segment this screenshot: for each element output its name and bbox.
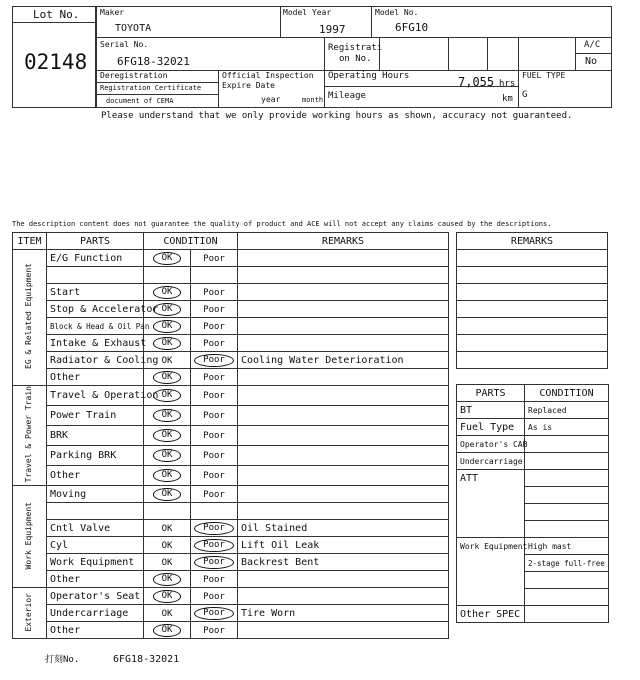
side-remarks-row — [457, 352, 608, 369]
remarks-cell — [238, 446, 449, 466]
right-parts-header: PARTS — [457, 385, 525, 402]
poor-cell — [191, 250, 238, 267]
operating-hours-label: Operating Hours — [328, 71, 410, 81]
table-row — [13, 503, 449, 520]
table-row — [457, 419, 609, 436]
remarks-cell — [238, 486, 449, 503]
ok-selected-mark: OK — [153, 449, 182, 462]
work-equipment-value: 2-stage full-free — [525, 555, 609, 572]
poor-option: Poor — [203, 321, 225, 332]
ok-cell — [144, 426, 191, 446]
poor-cell — [191, 446, 238, 466]
part-cell: Moving — [47, 486, 144, 503]
table-row — [13, 284, 449, 301]
part-cell: Undercarriage — [47, 605, 144, 622]
remarks-cell — [238, 301, 449, 318]
remarks-cell — [238, 250, 449, 267]
part-cell: Undercarriage — [457, 453, 525, 470]
condition-cell: As is — [525, 419, 609, 436]
km-label: km — [502, 94, 513, 104]
part-cell: Other — [47, 466, 144, 486]
year-label: year — [261, 95, 281, 104]
part-cell: BT — [457, 402, 525, 419]
poor-option: Poor — [203, 431, 225, 442]
part-cell: Other — [47, 622, 144, 639]
ok-cell — [144, 503, 191, 520]
ok-selected-mark: OK — [153, 469, 182, 482]
ok-selected-mark: OK — [153, 429, 182, 442]
table-row — [13, 520, 449, 537]
poor-cell — [191, 426, 238, 446]
poor-cell — [191, 406, 238, 426]
part-cell: Radiator & Cooling — [47, 352, 144, 369]
remarks-cell — [238, 466, 449, 486]
part-cell: Parking BRK — [47, 446, 144, 466]
part-cell — [47, 503, 144, 520]
model-year-value: 1997 — [319, 23, 346, 36]
mileage-label: Mileage — [328, 91, 366, 101]
group-label-text: Exterior — [24, 592, 34, 632]
table-header-row — [13, 233, 449, 250]
remarks-cell — [238, 426, 449, 446]
part-cell: Power Train — [47, 406, 144, 426]
ok-option: OK — [161, 608, 173, 619]
ok-selected-mark: OK — [153, 337, 182, 350]
deregistration-label: Deregistration — [100, 71, 168, 80]
poor-selected-mark: Poor — [194, 539, 234, 552]
poor-cell — [191, 335, 238, 352]
ok-cell — [144, 267, 191, 284]
ok-cell — [144, 318, 191, 335]
serial-no-value: 6FG18-32021 — [117, 55, 190, 68]
table-row — [457, 453, 609, 470]
stamp-label: 打刻No. — [45, 655, 80, 665]
ok-cell — [144, 446, 191, 466]
part-cell: BRK — [47, 426, 144, 446]
registration-label-2: on No. — [339, 54, 372, 64]
poor-cell — [191, 466, 238, 486]
poor-cell — [191, 622, 238, 639]
table-row — [13, 605, 449, 622]
ok-cell — [144, 466, 191, 486]
stamp-value: 6FG18-32021 — [113, 654, 180, 665]
poor-cell — [191, 486, 238, 503]
parts-condition-table — [456, 384, 609, 623]
remarks-cell: Lift Oil Leak — [238, 537, 449, 554]
poor-cell — [191, 571, 238, 588]
poor-option: Poor — [203, 338, 225, 349]
poor-cell — [191, 537, 238, 554]
poor-selected-mark: Poor — [194, 607, 234, 620]
operating-hours-value: 7,055 — [458, 75, 495, 89]
ok-selected-mark: OK — [153, 286, 182, 299]
remarks-cell — [238, 571, 449, 588]
ok-selected-mark: OK — [153, 320, 182, 333]
poor-option: Poor — [203, 253, 225, 264]
poor-cell — [191, 369, 238, 386]
remarks-cell — [238, 284, 449, 301]
table-row — [457, 436, 609, 453]
side-remarks-row — [457, 318, 608, 335]
poor-option: Poor — [203, 411, 225, 422]
ok-cell — [144, 571, 191, 588]
work-equipment-value: High mast — [525, 538, 609, 555]
side-remarks-header: REMARKS — [457, 233, 608, 250]
remarks-cell — [238, 386, 449, 406]
remarks-cell: Backrest Bent — [238, 554, 449, 571]
poor-selected-mark: Poor — [194, 354, 234, 367]
poor-option: Poor — [203, 287, 225, 298]
side-remarks-row — [457, 301, 608, 318]
poor-selected-mark: Poor — [194, 522, 234, 535]
poor-cell — [191, 605, 238, 622]
poor-cell — [191, 267, 238, 284]
condition-cell — [525, 453, 609, 470]
inspection-label-1: Official Inspection — [222, 71, 314, 80]
part-cell: Travel & Operation — [47, 386, 144, 406]
side-remarks-row — [457, 335, 608, 352]
registration-label-1: Registrati — [328, 43, 383, 53]
remarks-cell — [238, 622, 449, 639]
ok-option: OK — [161, 557, 173, 568]
table-row — [13, 588, 449, 605]
poor-selected-mark: Poor — [194, 556, 234, 569]
remarks-cell — [238, 588, 449, 605]
condition-header: CONDITION — [144, 233, 238, 250]
poor-cell — [191, 554, 238, 571]
poor-cell — [191, 318, 238, 335]
poor-option: Poor — [203, 471, 225, 482]
poor-cell — [191, 284, 238, 301]
group-label-work — [13, 486, 47, 588]
poor-option: Poor — [203, 372, 225, 383]
remarks-header: REMARKS — [238, 233, 449, 250]
ok-cell — [144, 520, 191, 537]
right-condition-header: CONDITION — [525, 385, 609, 402]
part-cell: Other — [47, 571, 144, 588]
lot-no-value: 02148 — [24, 50, 88, 74]
group-label-text: EG & Related Equipment — [24, 263, 34, 369]
group-label-text: Travel & Power Train — [24, 386, 34, 483]
ok-cell — [144, 250, 191, 267]
side-remarks-row — [457, 284, 608, 301]
part-cell: Block & Head & Oil Pan — [47, 318, 144, 335]
part-cell: Work Equipment — [47, 554, 144, 571]
group-label-travel — [13, 386, 47, 486]
work-equipment-row — [457, 538, 609, 555]
table-row — [13, 386, 449, 406]
notice-text: Please understand that we only provide working hours as shown, accuracy not guaranteed. — [101, 111, 573, 121]
parts-header: PARTS — [47, 233, 144, 250]
poor-option: Poor — [203, 391, 225, 402]
poor-cell — [191, 503, 238, 520]
ok-cell — [144, 605, 191, 622]
remarks-cell — [238, 318, 449, 335]
remarks-cell — [238, 369, 449, 386]
table-row — [13, 486, 449, 503]
ok-option: OK — [161, 355, 173, 366]
lot-no-label: Lot No. — [33, 8, 80, 21]
ok-selected-mark: OK — [153, 573, 182, 586]
condition-cell: Replaced — [525, 402, 609, 419]
remarks-cell: Oil Stained — [238, 520, 449, 537]
condition-cell — [525, 436, 609, 453]
remarks-cell — [238, 503, 449, 520]
part-cell: Other — [47, 369, 144, 386]
ok-cell — [144, 622, 191, 639]
ok-selected-mark: OK — [153, 488, 182, 501]
table-row — [13, 250, 449, 267]
ok-selected-mark: OK — [153, 389, 182, 402]
table-row — [13, 426, 449, 446]
ok-cell — [144, 537, 191, 554]
group-label-text: Work Equipment — [24, 501, 34, 570]
table-row — [13, 622, 449, 639]
inspection-label-2: Expire Date — [222, 81, 275, 90]
table-row — [13, 466, 449, 486]
side-remarks-row — [457, 267, 608, 284]
ok-cell — [144, 588, 191, 605]
table-row — [13, 335, 449, 352]
ok-cell — [144, 554, 191, 571]
ok-selected-mark: OK — [153, 624, 182, 637]
ac-label: A/C — [584, 40, 601, 50]
ok-cell — [144, 486, 191, 503]
att-row — [457, 470, 609, 487]
poor-option: Poor — [203, 574, 225, 585]
remarks-cell — [238, 406, 449, 426]
table-row — [13, 537, 449, 554]
part-cell — [47, 267, 144, 284]
poor-option: Poor — [203, 591, 225, 602]
fuel-type-value: G — [522, 90, 528, 100]
ok-cell — [144, 369, 191, 386]
part-cell: Cntl Valve — [47, 520, 144, 537]
poor-option: Poor — [203, 625, 225, 636]
model-no-label: Model No. — [375, 8, 419, 17]
ok-cell — [144, 284, 191, 301]
ok-option: OK — [161, 523, 173, 534]
model-no-value: 6FG10 — [395, 21, 429, 34]
poor-cell — [191, 386, 238, 406]
part-cell: Operator's CAB — [457, 436, 525, 453]
part-cell: Stop & Accelerator — [47, 301, 144, 318]
condition-table — [12, 232, 449, 639]
part-cell: Intake & Exhaust — [47, 335, 144, 352]
remarks-cell — [238, 267, 449, 284]
ok-option: OK — [161, 540, 173, 551]
group-label-eg — [13, 250, 47, 386]
disclaimer-text: The description content does not guarantee the quality of product and ACE will not accept any claims caused by the descriptions. — [12, 220, 552, 228]
serial-no-label: Serial No. — [100, 40, 149, 49]
part-cell: Operator's Seat — [47, 588, 144, 605]
maker-value: TOYOTA — [115, 23, 152, 34]
group-label-exterior — [13, 588, 47, 639]
maker-label: Maker — [100, 8, 125, 17]
ok-cell — [144, 335, 191, 352]
table-row — [13, 267, 449, 284]
side-remarks-row — [457, 250, 608, 267]
side-remarks-table — [456, 232, 608, 369]
part-cell: E/G Function — [47, 250, 144, 267]
ac-value: No — [585, 56, 598, 67]
ok-selected-mark: OK — [153, 303, 182, 316]
fuel-type-label: FUEL TYPE — [522, 71, 566, 80]
table-row — [457, 402, 609, 419]
model-year-label: Model Year — [283, 8, 332, 17]
poor-cell — [191, 520, 238, 537]
poor-option: Poor — [203, 451, 225, 462]
month-label: month — [302, 96, 324, 104]
ok-cell — [144, 406, 191, 426]
remarks-cell — [238, 335, 449, 352]
table-row — [13, 571, 449, 588]
hrs-label: hrs — [499, 79, 516, 89]
poor-cell — [191, 301, 238, 318]
ok-selected-mark: OK — [153, 252, 182, 265]
remarks-cell: Cooling Water Deterioration — [238, 352, 449, 369]
work-equipment-label: Work Equipment — [457, 538, 525, 606]
item-header: ITEM — [13, 233, 47, 250]
parts-condition-header-row — [457, 385, 609, 402]
other-spec-label: Other SPEC — [457, 606, 525, 623]
table-row — [13, 554, 449, 571]
part-cell: Cyl — [47, 537, 144, 554]
registration-certificate-label: Registration Certificate — [100, 84, 202, 92]
table-row — [13, 446, 449, 466]
document-label: document of CEMA — [106, 97, 174, 105]
poor-cell — [191, 588, 238, 605]
table-row — [13, 318, 449, 335]
ok-selected-mark: OK — [153, 590, 182, 603]
ok-selected-mark: OK — [153, 409, 182, 422]
remarks-cell: Tire Worn — [238, 605, 449, 622]
att-label: ATT — [457, 470, 525, 538]
ok-selected-mark: OK — [153, 371, 182, 384]
table-row — [13, 369, 449, 386]
other-spec-row — [457, 606, 609, 623]
part-cell: Start — [47, 284, 144, 301]
table-row — [13, 352, 449, 369]
part-cell: Fuel Type — [457, 419, 525, 436]
poor-option: Poor — [203, 489, 225, 500]
table-row — [13, 406, 449, 426]
poor-option: Poor — [203, 304, 225, 315]
poor-cell — [191, 352, 238, 369]
table-row — [13, 301, 449, 318]
side-remarks-header-row — [457, 233, 608, 250]
